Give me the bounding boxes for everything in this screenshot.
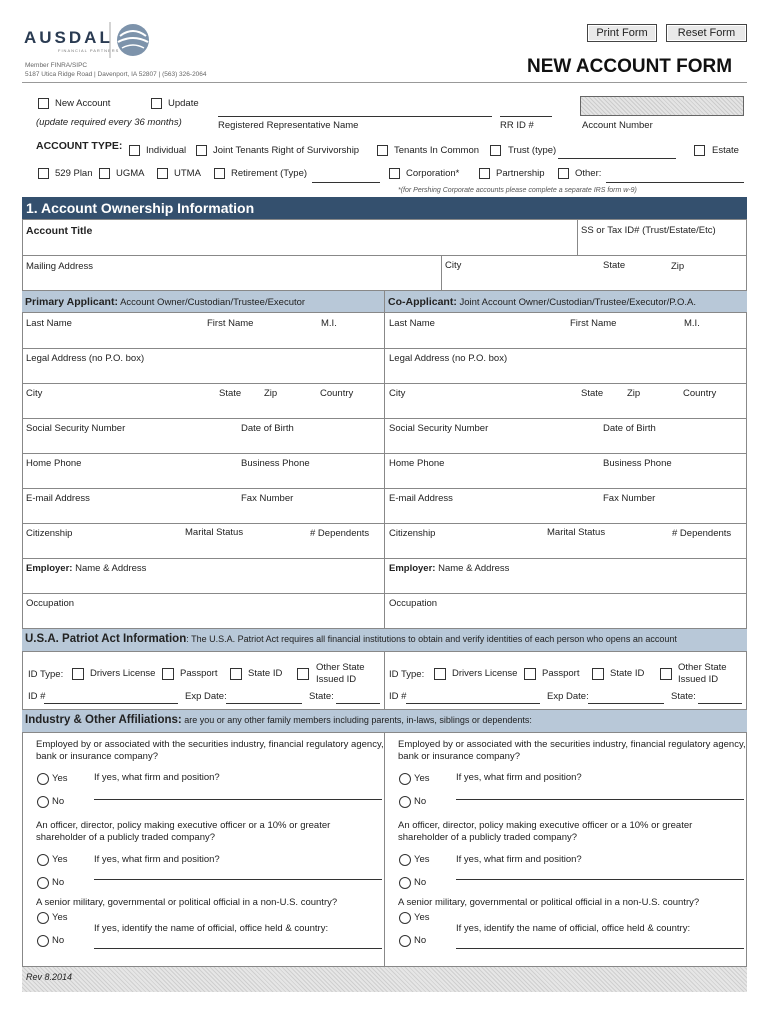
coapp-dependents: # Dependents [672, 528, 732, 539]
coapp-head-bold: Co-Applicant: [388, 296, 457, 308]
co-applicant-header [388, 296, 696, 308]
trust-label: Trust (type) [508, 145, 557, 156]
update-label: Update [168, 98, 199, 109]
coapp-q1-no-label: No [414, 796, 427, 807]
coapp-q1-line1: Employed by or associated with the securities industry, financial regulatory agency, [398, 739, 746, 750]
coapp-citizenship: Citizenship [389, 528, 436, 539]
coapp-state: State [581, 388, 604, 399]
coapp-ssn: Social Security Number [389, 423, 489, 434]
member-text: Member FINRA/SIPC [25, 62, 88, 69]
primary-q2-line1: An officer, director, policy making executive officer or a 10% or greater [36, 820, 331, 831]
rr-id-label: RR ID # [500, 120, 534, 131]
primary-head-rest: Account Owner/Custodian/Trustee/Executor [117, 297, 306, 308]
coapp-passport-label: Passport [542, 668, 580, 679]
address-text: 5187 Utica Ridge Road | Davenport, IA 52807 | (563) 326-2064 [25, 71, 207, 78]
primary-q1-no-radio[interactable] [37, 796, 49, 808]
other-type-field[interactable] [606, 170, 744, 183]
primary-applicant-header [25, 296, 305, 308]
tenants-common-checkbox[interactable] [377, 145, 388, 156]
coapp-drivers-label: Drivers License [452, 668, 518, 679]
rep-name-field[interactable] [218, 102, 492, 117]
account-number-field[interactable] [580, 96, 744, 116]
coapp-q3-no-radio[interactable] [399, 935, 411, 947]
coapp-marital: Marital Status [547, 527, 606, 538]
coapp-q3-ifyes: If yes, identify the name of official, office held & country: [456, 923, 691, 934]
logo [24, 28, 119, 53]
coapp-employer-rest: Name & Address [435, 563, 510, 574]
account-number-label: Account Number [582, 120, 653, 131]
coapp-q2-no-radio[interactable] [399, 877, 411, 889]
rep-name-label: Registered Representative Name [218, 120, 359, 131]
coapp-legal-address: Legal Address (no P.O. box) [389, 353, 508, 364]
coapp-q1-line2: bank or insurance company? [398, 751, 520, 762]
header-rule [22, 82, 747, 83]
partnership-checkbox[interactable] [479, 168, 490, 179]
primary-citizenship: Citizenship [26, 528, 73, 539]
mailing-state-label: State [603, 260, 626, 271]
coapp-occupation: Occupation [389, 598, 438, 609]
revision-label: Rev 8.2014 [26, 972, 73, 982]
primary-q3-yes-radio[interactable] [37, 912, 49, 924]
coapp-passport-checkbox[interactable] [524, 668, 536, 680]
primary-zip: Zip [264, 388, 278, 399]
coapp-id-num-field[interactable] [406, 693, 540, 704]
section1-header: 1. Account Ownership Information [22, 197, 747, 219]
patriot-head-rest: : The U.S.A. Patriot Act requires all financial institutions to obtain and verify identities of each person who opens an account [186, 634, 677, 644]
primary-stateid-checkbox[interactable] [230, 668, 242, 680]
primary-drivers-checkbox[interactable] [72, 668, 84, 680]
primary-q3: A senior military, governmental or political official in a non-U.S. country? [36, 897, 338, 908]
coapp-stateid-checkbox[interactable] [592, 668, 604, 680]
retirement-checkbox[interactable] [214, 168, 225, 179]
coapp-drivers-checkbox[interactable] [434, 668, 446, 680]
primary-q3-official-field[interactable] [94, 936, 382, 949]
primary-q2-firm-field[interactable] [94, 867, 382, 880]
coapp-id-num-label: ID # [389, 691, 407, 702]
primary-q1-yes-label: Yes [52, 773, 68, 784]
logo-text: AUSDAL [24, 28, 113, 47]
primary-employer-bold: Employer: [26, 563, 73, 574]
print-form-button[interactable]: Print Form [587, 24, 657, 42]
primary-q2-yes-radio[interactable] [37, 854, 49, 866]
corporation-checkbox[interactable] [389, 168, 400, 179]
coapp-q3-yes-radio[interactable] [399, 912, 411, 924]
primary-q3-ifyes: If yes, identify the name of official, office held & country: [94, 923, 329, 934]
coapp-q3-no-label: No [414, 935, 427, 946]
coapp-id-type: ID Type: [389, 669, 425, 680]
estate-label: Estate [712, 145, 739, 156]
coapp-last-name: Last Name [389, 318, 435, 329]
coapp-q1-yes-radio[interactable] [399, 773, 411, 785]
primary-q2-line2: shareholder of a publicly traded company? [36, 832, 216, 843]
mailing-city-label: City [445, 260, 462, 271]
primary-exp-date-field[interactable] [226, 693, 302, 704]
primary-passport-checkbox[interactable] [162, 668, 174, 680]
primary-q3-yes-label: Yes [52, 912, 68, 923]
primary-q3-no-label: No [52, 935, 65, 946]
primary-q2-no-radio[interactable] [37, 877, 49, 889]
individual-label: Individual [146, 145, 187, 156]
primary-ssn: Social Security Number [26, 423, 126, 434]
industry-head-rest: are you or any other family members including parents, in-laws, siblings or dependents: [181, 715, 532, 725]
coapp-dob: Date of Birth [603, 423, 656, 434]
primary-state-field[interactable] [336, 693, 380, 704]
primary-otherstate-label2: Issued ID [316, 674, 357, 685]
coapp-q2-ifyes: If yes, what firm and position? [456, 854, 582, 865]
primary-employer [26, 563, 146, 574]
individual-checkbox[interactable] [129, 145, 140, 156]
mailing-zip-label: Zip [671, 261, 685, 272]
primary-id-num-label: ID # [28, 691, 46, 702]
footer-bar [22, 966, 747, 992]
update-checkbox[interactable] [151, 98, 162, 109]
primary-dob: Date of Birth [241, 423, 294, 434]
coapp-q2-yes-radio[interactable] [399, 854, 411, 866]
primary-exp-date-label: Exp Date: [185, 691, 227, 702]
industry-header-text [25, 714, 532, 726]
coapp-q1-firm-field[interactable] [456, 787, 744, 800]
corporation-label: Corporation* [406, 168, 460, 179]
industry-head-bold: Industry & Other Affiliations: [25, 714, 182, 726]
retirement-label: Retirement (Type) [231, 168, 308, 179]
trust-type-field[interactable] [558, 146, 676, 159]
primary-q3-no-radio[interactable] [37, 935, 49, 947]
logo-tagline: FINANCIAL PARTNERS [58, 48, 120, 53]
coapp-country: Country [683, 388, 717, 399]
coapp-city: City [389, 388, 406, 399]
coapp-exp-date-label: Exp Date: [547, 691, 589, 702]
coapp-employer-bold: Employer: [389, 563, 436, 574]
coapp-otherstate-checkbox[interactable] [660, 668, 672, 680]
primary-fax: Fax Number [241, 493, 294, 504]
primary-q1-ifyes: If yes, what firm and position? [94, 772, 220, 783]
new-account-checkbox[interactable] [38, 98, 49, 109]
applicant-divider [384, 290, 385, 628]
coapp-fax: Fax Number [603, 493, 656, 504]
primary-home-phone: Home Phone [26, 458, 82, 469]
globe-logo-icon [106, 20, 152, 63]
coapp-state-field[interactable] [698, 693, 742, 704]
ugma-label: UGMA [116, 168, 145, 179]
primary-dependents: # Dependents [310, 528, 370, 539]
utma-checkbox[interactable] [157, 168, 168, 179]
coapp-employer [389, 563, 509, 574]
primary-employer-rest: Name & Address [72, 563, 147, 574]
coapp-head-rest: Joint Account Owner/Custodian/Trustee/Executor/P.O.A. [456, 297, 697, 308]
primary-country: Country [320, 388, 354, 399]
primary-email: E-mail Address [26, 493, 90, 504]
partnership-label: Partnership [496, 168, 545, 179]
primary-legal-address: Legal Address (no P.O. box) [26, 353, 145, 364]
coapp-otherstate-label2: Issued ID [678, 674, 719, 685]
pershing-note: *(for Pershing Corporate accounts please complete a separate IRS form w-9) [398, 187, 637, 194]
primary-q1-no-label: No [52, 796, 65, 807]
primary-business-phone: Business Phone [241, 458, 310, 469]
update-note: (update required every 36 months) [36, 117, 182, 128]
primary-state-label: State: [309, 691, 334, 702]
primary-drivers-label: Drivers License [90, 668, 156, 679]
primary-q1-line1: Employed by or associated with the securities industry, financial regulatory agency, [36, 739, 384, 750]
primary-q1-firm-field[interactable] [94, 787, 382, 800]
ugma-checkbox[interactable] [99, 168, 110, 179]
coapp-q1-yes-label: Yes [414, 773, 430, 784]
coapp-home-phone: Home Phone [389, 458, 445, 469]
coapp-first-name: First Name [570, 318, 617, 329]
estate-checkbox[interactable] [694, 145, 705, 156]
account-title-label: Account Title [26, 225, 93, 237]
utma-label: UTMA [174, 168, 201, 179]
coapp-stateid-label: State ID [610, 668, 645, 679]
coapp-q2-no-label: No [414, 877, 427, 888]
coapp-q3-official-field[interactable] [456, 936, 744, 949]
joint-tenants-checkbox[interactable] [196, 145, 207, 156]
coapp-q2-line1: An officer, director, policy making executive officer or a 10% or greater [398, 820, 693, 831]
primary-q1-yes-radio[interactable] [37, 773, 49, 785]
tenants-common-label: Tenants In Common [394, 145, 480, 156]
form-title: NEW ACCOUNT FORM [527, 56, 733, 77]
primary-q2-yes-label: Yes [52, 854, 68, 865]
joint-tenants-label: Joint Tenants Right of Survivorship [213, 145, 360, 156]
primary-q1-line2: bank or insurance company? [36, 751, 158, 762]
primary-occupation: Occupation [26, 598, 75, 609]
coapp-q2-line2: shareholder of a publicly traded company? [398, 832, 578, 843]
patriot-header-text [25, 633, 677, 645]
primary-otherstate-checkbox[interactable] [297, 668, 309, 680]
primary-last-name: Last Name [26, 318, 72, 329]
coapp-business-phone: Business Phone [603, 458, 672, 469]
new-account-label: New Account [55, 98, 111, 109]
coapp-exp-date-field[interactable] [588, 693, 664, 704]
primary-stateid-label: State ID [248, 668, 283, 679]
529-plan-label: 529 Plan [55, 168, 93, 179]
primary-id-type: ID Type: [28, 669, 64, 680]
coapp-zip: Zip [627, 388, 641, 399]
primary-marital: Marital Status [185, 527, 244, 538]
primary-head-bold: Primary Applicant: [25, 296, 118, 308]
primary-q2-ifyes: If yes, what firm and position? [94, 854, 220, 865]
other-label: Other: [575, 168, 602, 179]
primary-mi: M.I. [321, 318, 337, 329]
other-checkbox[interactable] [558, 168, 569, 179]
primary-id-num-field[interactable] [44, 693, 178, 704]
coapp-state-label: State: [671, 691, 696, 702]
primary-first-name: First Name [207, 318, 254, 329]
patriot-head-bold: U.S.A. Patriot Act Information [25, 633, 187, 645]
coapp-q2-yes-label: Yes [414, 854, 430, 865]
coapp-email: E-mail Address [389, 493, 453, 504]
primary-state: State [219, 388, 242, 399]
primary-q2-no-label: No [52, 877, 65, 888]
account-type-label: ACCOUNT TYPE: [36, 140, 123, 152]
primary-city: City [26, 388, 43, 399]
primary-otherstate-label1: Other State [316, 662, 365, 673]
529-plan-checkbox[interactable] [38, 168, 49, 179]
coapp-mi: M.I. [684, 318, 700, 329]
coapp-q1-no-radio[interactable] [399, 796, 411, 808]
coapp-q2-firm-field[interactable] [456, 867, 744, 880]
coapp-q3-yes-label: Yes [414, 912, 430, 923]
reset-form-button[interactable]: Reset Form [666, 24, 747, 42]
trust-checkbox[interactable] [490, 145, 501, 156]
rr-id-field[interactable] [500, 102, 552, 117]
retirement-type-field[interactable] [312, 170, 380, 183]
coapp-otherstate-label1: Other State [678, 662, 727, 673]
coapp-q1-ifyes: If yes, what firm and position? [456, 772, 582, 783]
ss-tax-label: SS or Tax ID# (Trust/Estate/Etc) [581, 225, 716, 236]
coapp-q3: A senior military, governmental or political official in a non-U.S. country? [398, 897, 700, 908]
mailing-address-label: Mailing Address [26, 261, 94, 272]
primary-passport-label: Passport [180, 668, 218, 679]
